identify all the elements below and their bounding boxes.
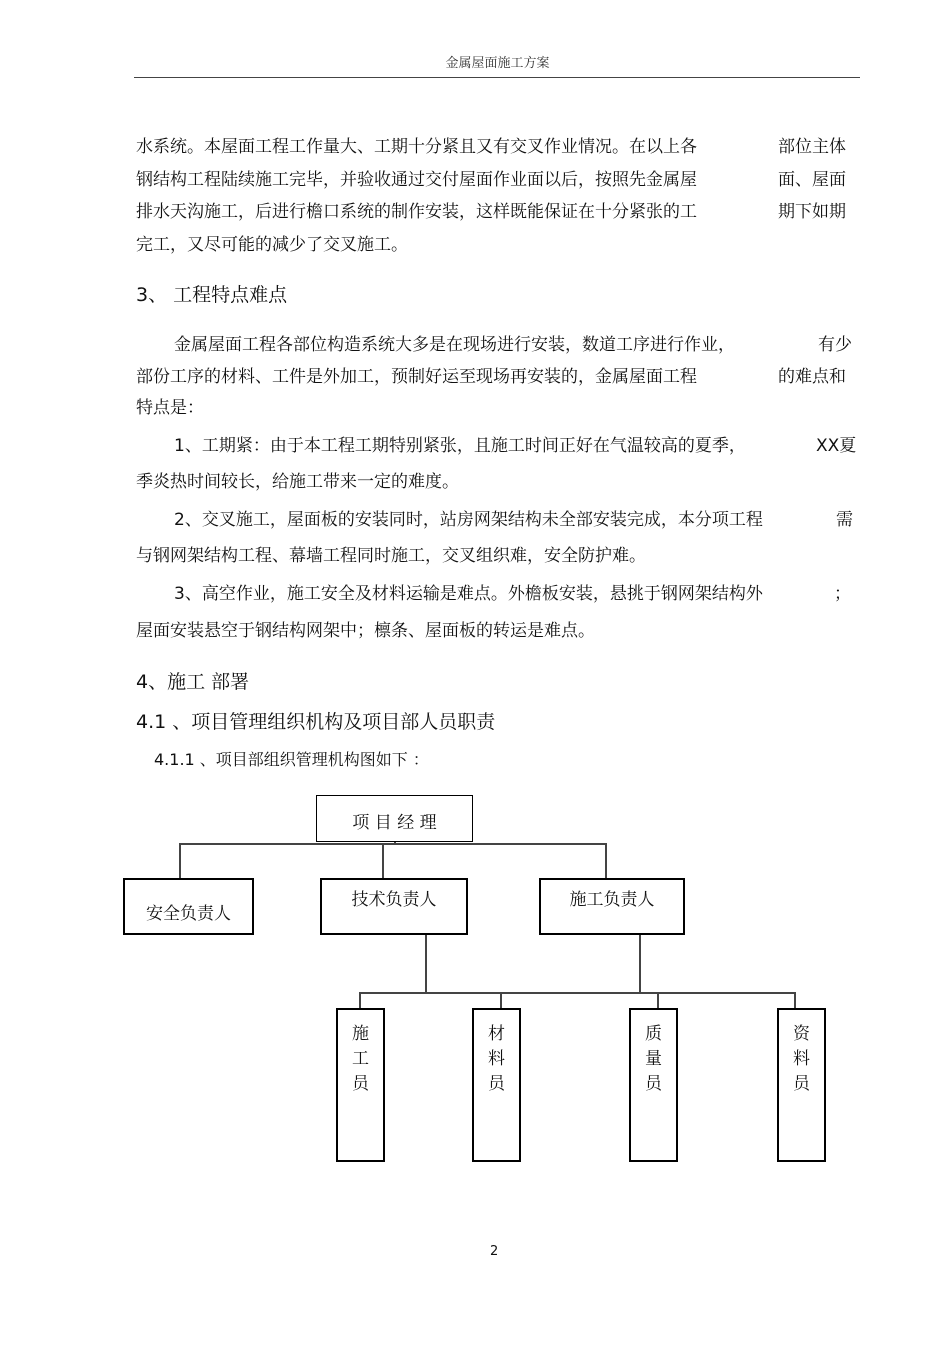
s3-item2-line-2: 与钢网架结构工程、幕墙工程同时施工，交叉组织难，安全防护难。 <box>136 546 646 566</box>
header-rule <box>134 77 860 78</box>
s3-intro-line-2-tail: 的难点和 <box>778 367 846 387</box>
org-box-document-clerk <box>777 1008 826 1162</box>
connector-to-worker <box>359 992 361 1009</box>
org-box-project-manager <box>316 795 473 842</box>
org-label-safety-lead: 安全负责人 <box>146 904 231 924</box>
org-box-quality-inspector <box>629 1008 678 1162</box>
page-number: 2 <box>490 1244 499 1259</box>
connector-construction-down <box>639 934 641 992</box>
section-3-heading: 3、 工程特点难点 <box>136 284 288 306</box>
org-label-material-clerk: 材 料 员 <box>488 1024 505 1094</box>
s3-intro-line-2: 部份工序的材料、工件是外加工，预制好运至现场再安装的，金属屋面工程 <box>136 367 697 387</box>
section-4-1-1-heading: 4.1.1 、项目部组织管理机构图如下 ： <box>154 750 429 769</box>
s3-item3-line-2: 屋面安装悬空于钢结构网架中；檩条、屋面板的转运是难点。 <box>136 621 595 641</box>
org-box-tech-lead <box>320 878 468 935</box>
s3-intro-line-1: 金属屋面工程各部位构造系统大多是在现场进行安装，数道工序进行作业， <box>174 335 735 355</box>
para1-line-3-tail: 期下如期 <box>778 202 846 222</box>
page-header-title: 金属屋面施工方案 <box>445 56 550 71</box>
s3-item3-line-1-tail: ； <box>834 584 851 604</box>
connector-to-tech <box>382 843 384 878</box>
connector-to-document <box>794 992 796 1009</box>
org-label-quality-inspector: 质 量 员 <box>645 1024 662 1094</box>
para1-line-3: 排水天沟施工，后进行檐口系统的制作安装，这样既能保证在十分紧张的工 <box>136 202 697 222</box>
para1-line-1: 水系统。本屋面工程工作量大、工期十分紧且又有交叉作业情况。在以上各 <box>136 137 697 157</box>
para1-line-2: 钢结构工程陆续施工完毕，并验收通过交付屋面作业面以后，按照先金属屋 <box>136 170 697 190</box>
section-4-1-heading: 4.1 、项目管理组织机构及项目部人员职责 <box>136 711 496 733</box>
org-box-safety-lead <box>123 878 254 935</box>
s3-item2-line-1: 2、交叉施工，屋面板的安装同时，站房网架结构未全部安装完成，本分项工程 <box>174 510 763 530</box>
s3-item1-line-2: 季炎热时间较长，给施工带来一定的难度。 <box>136 472 459 492</box>
connector-to-construction <box>605 843 607 878</box>
s3-item1-line-1-tail: XX夏 <box>816 436 857 456</box>
connector-to-safety <box>179 843 181 878</box>
s3-item2-line-1-tail: 需 <box>836 510 853 530</box>
org-label-construction-worker: 施 工 员 <box>352 1024 369 1094</box>
para1-line-4: 完工，又尽可能的减少了交叉施工。 <box>136 235 408 255</box>
org-label-document-clerk: 资 料 员 <box>793 1024 810 1094</box>
s3-item3-line-1: 3、高空作业，施工安全及材料运输是难点。外檐板安装，悬挑于钢网架结构外 <box>174 584 763 604</box>
connector-tech-down <box>425 934 427 992</box>
org-label-construction-lead: 施工负责人 <box>569 890 655 910</box>
org-label-project-manager: 项 目 经 理 <box>352 813 437 833</box>
connector-to-material <box>500 992 502 1009</box>
section-4-heading: 4、施工 部署 <box>136 671 250 693</box>
connector-level3-horizontal <box>359 992 796 994</box>
org-box-construction-worker <box>336 1008 385 1162</box>
para1-line-1-tail: 部位主体 <box>778 137 846 157</box>
org-box-construction-lead <box>539 878 685 935</box>
org-label-tech-lead: 技术负责人 <box>351 890 437 910</box>
s3-item1-line-1: 1、工期紧：由于本工程工期特别紧张，且施工时间正好在气温较高的夏季， <box>174 436 746 456</box>
para1-line-2-tail: 面、屋面 <box>778 170 846 190</box>
s3-intro-line-3: 特点是： <box>136 398 204 418</box>
connector-to-quality <box>657 992 659 1009</box>
org-box-material-clerk <box>472 1008 521 1162</box>
s3-intro-line-1-tail: 有少 <box>818 335 852 355</box>
